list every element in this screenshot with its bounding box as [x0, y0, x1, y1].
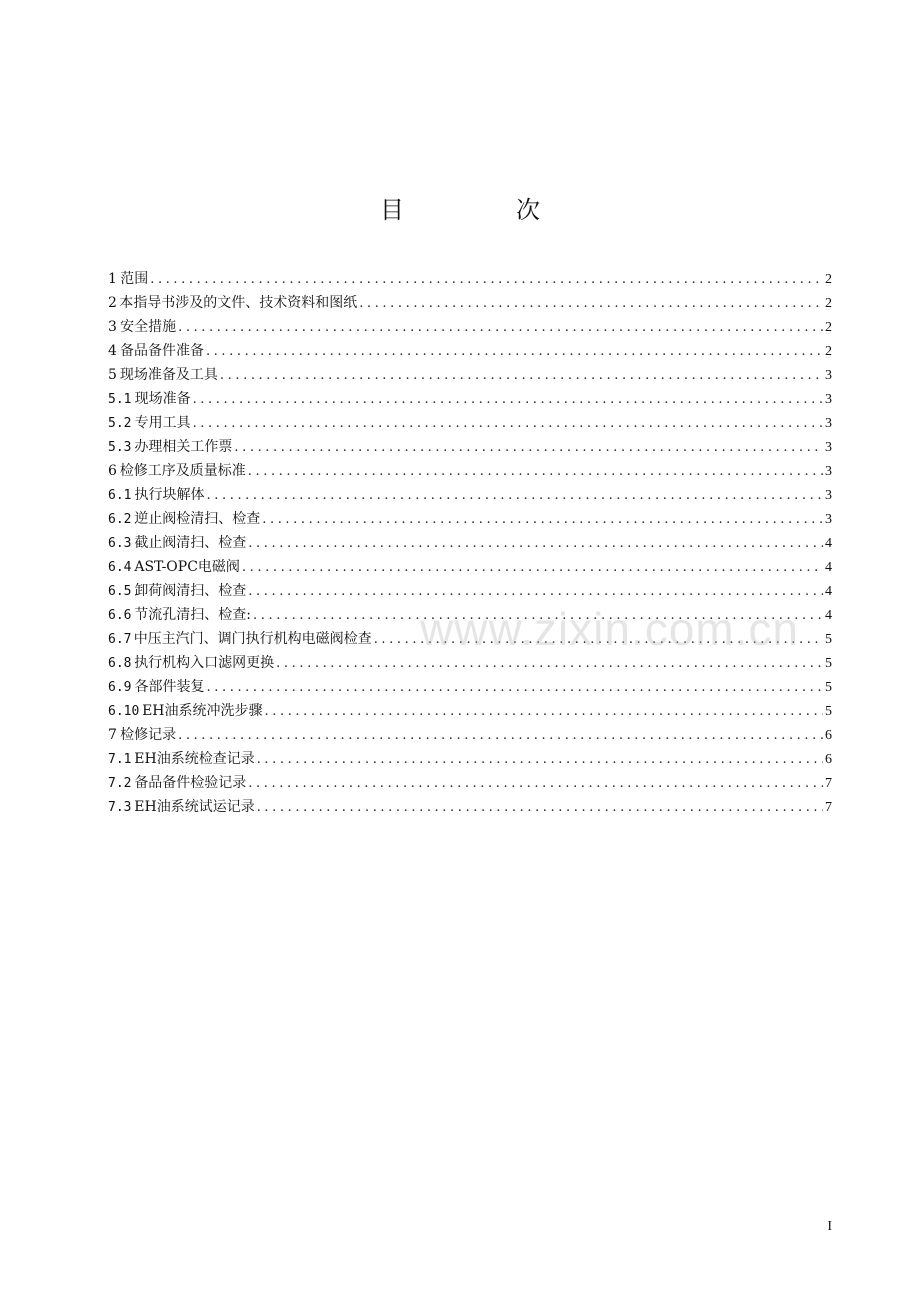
- page-title: 目 次: [380, 196, 584, 224]
- dot-leader: [248, 772, 823, 796]
- dot-leader: [220, 364, 823, 388]
- dot-leader: [276, 652, 823, 676]
- toc-entry-number: 6.1: [108, 488, 132, 503]
- toc-entry-number: 7.3: [108, 800, 132, 815]
- toc-entry-page: 4: [825, 608, 832, 623]
- toc-entry-page: 7: [825, 800, 832, 815]
- toc-entry-page: 4: [825, 584, 832, 599]
- dot-leader: [207, 676, 823, 700]
- toc-entry[interactable]: [108, 507, 832, 531]
- toc-entry[interactable]: [108, 603, 832, 627]
- toc-entry[interactable]: [108, 651, 832, 675]
- toc-entry-number: 7: [108, 727, 117, 743]
- toc-entry-page: 3: [825, 416, 832, 431]
- toc-entry[interactable]: [108, 315, 832, 339]
- toc-entry-number: 5.2: [108, 416, 132, 431]
- toc-entry-title: 中压主汽门、调门执行机构电磁阀检查: [133, 631, 372, 647]
- toc-entry-title: 逆止阀检清扫、检查: [134, 511, 261, 527]
- toc-entry[interactable]: [108, 747, 832, 771]
- toc-entry-title: 安全措施: [120, 319, 177, 335]
- toc-entry[interactable]: [108, 555, 832, 579]
- toc-entry-page: 2: [825, 296, 832, 311]
- toc-entry-title: 卸荷阀清扫、检查: [134, 583, 247, 599]
- dot-leader: [193, 412, 823, 436]
- toc-entry-number: 3: [108, 319, 117, 335]
- toc-entry[interactable]: [108, 459, 832, 483]
- watermark: www.zixin.com.cn: [420, 603, 799, 655]
- toc-entry-title: 检修工序及质量标准: [119, 463, 246, 479]
- dot-leader: [234, 436, 823, 460]
- toc-entry-title: EH油系统试运记录: [134, 799, 255, 815]
- toc-entry-title: 范围: [120, 271, 149, 287]
- toc-entry[interactable]: [108, 675, 832, 699]
- toc-entry-number: 5: [108, 367, 117, 383]
- toc-entry-title: 现场准备及工具: [119, 367, 218, 383]
- toc-entry-number: 6.9: [108, 680, 132, 695]
- toc-entry[interactable]: [108, 483, 832, 507]
- toc-entry-page: 3: [825, 392, 832, 407]
- toc-entry-page: 5: [825, 656, 832, 671]
- toc-entry-title: 节流孔清扫、检查:: [134, 607, 251, 623]
- dot-leader: [257, 748, 823, 772]
- toc-entry[interactable]: [108, 363, 832, 387]
- dot-leader: [207, 484, 823, 508]
- toc-entry-page: 2: [825, 320, 832, 335]
- toc-entry-number: 4: [108, 343, 117, 359]
- toc-entry[interactable]: [108, 579, 832, 603]
- toc-entry[interactable]: [108, 699, 832, 723]
- toc-entry-title: 备品备件检验记录: [134, 775, 247, 791]
- toc-entry-number: 5.3: [108, 440, 132, 455]
- dot-leader: [242, 556, 823, 580]
- toc-entry[interactable]: [108, 267, 832, 291]
- dot-leader: [206, 340, 823, 364]
- toc-entry-title: 办理相关工作票: [134, 439, 233, 455]
- toc-entry[interactable]: [108, 531, 832, 555]
- dot-leader: [150, 268, 823, 292]
- toc-entry-page: 4: [825, 560, 832, 575]
- table-of-contents: [108, 267, 832, 819]
- toc-entry[interactable]: [108, 291, 832, 315]
- toc-entry-title: 执行机构入口滤网更换: [134, 655, 275, 671]
- toc-entry[interactable]: [108, 435, 832, 459]
- toc-entry-number: 7.2: [108, 776, 132, 791]
- dot-leader: [178, 724, 823, 748]
- toc-entry[interactable]: [108, 387, 832, 411]
- toc-entry-page: 3: [825, 440, 832, 455]
- dot-leader: [374, 628, 823, 652]
- toc-entry-page: 4: [825, 536, 832, 551]
- toc-entry-title: 现场准备: [134, 391, 191, 407]
- toc-entry-number: 6.8: [108, 656, 132, 671]
- dot-leader: [265, 700, 824, 724]
- toc-entry-page: 2: [825, 344, 832, 359]
- toc-entry-page: 3: [825, 488, 832, 503]
- toc-entry[interactable]: [108, 627, 832, 651]
- toc-entry-number: 5.1: [108, 392, 132, 407]
- toc-entry-number: 6: [108, 463, 117, 479]
- toc-entry-number: 6.4: [108, 560, 132, 575]
- toc-entry-page: 7: [825, 776, 832, 791]
- dot-leader: [359, 292, 823, 316]
- toc-entry[interactable]: [108, 723, 832, 747]
- dot-leader: [193, 388, 823, 412]
- toc-entry-title: AST-OPC电磁阀: [134, 559, 240, 575]
- dot-leader: [178, 316, 823, 340]
- dot-leader: [262, 508, 823, 532]
- dot-leader: [257, 796, 823, 820]
- toc-entry-title: 执行块解体: [134, 487, 205, 503]
- toc-entry-title: 检修记录: [120, 727, 177, 743]
- toc-entry-page: 6: [825, 752, 832, 767]
- toc-entry-page: 3: [825, 464, 832, 479]
- dot-leader: [248, 580, 823, 604]
- dot-leader: [248, 532, 823, 556]
- toc-entry-title: 各部件装复: [134, 679, 205, 695]
- toc-entry-page: 2: [825, 272, 832, 287]
- toc-entry[interactable]: [108, 339, 832, 363]
- toc-entry-number: 2: [108, 295, 117, 311]
- toc-entry[interactable]: [108, 411, 832, 435]
- toc-entry-title: EH油系统检查记录: [134, 751, 255, 767]
- toc-entry-number: 6.2: [108, 512, 132, 527]
- toc-entry-number: 7.1: [108, 752, 132, 767]
- toc-entry-number: 6.3: [108, 536, 132, 551]
- toc-entry-page: 3: [825, 368, 832, 383]
- toc-entry[interactable]: [108, 795, 832, 819]
- toc-entry-page: 5: [825, 680, 832, 695]
- toc-entry-number: 1: [108, 271, 117, 287]
- toc-entry-page: 3: [825, 512, 832, 527]
- toc-entry-title: 专用工具: [134, 415, 191, 431]
- toc-entry-page: 5: [825, 704, 832, 719]
- toc-entry-title: 备品备件准备: [119, 343, 204, 359]
- toc-entry-title: 本指导书涉及的文件、技术资料和图纸: [119, 295, 358, 311]
- toc-entry-page: 6: [825, 728, 832, 743]
- toc-entry-number: 6.5: [108, 584, 132, 599]
- toc-entry-title: 截止阀清扫、检查: [134, 535, 247, 551]
- dot-leader: [248, 460, 823, 484]
- page-number: I: [827, 1219, 832, 1234]
- dot-leader: [253, 604, 823, 628]
- toc-entry[interactable]: [108, 771, 832, 795]
- toc-entry-page: 5: [825, 632, 832, 647]
- toc-entry-number: 6.10: [108, 704, 140, 719]
- toc-entry-title: EH油系统冲洗步骤: [142, 703, 263, 719]
- toc-entry-number: 6.6: [108, 608, 132, 623]
- toc-entry-number: 6.7: [108, 632, 132, 647]
